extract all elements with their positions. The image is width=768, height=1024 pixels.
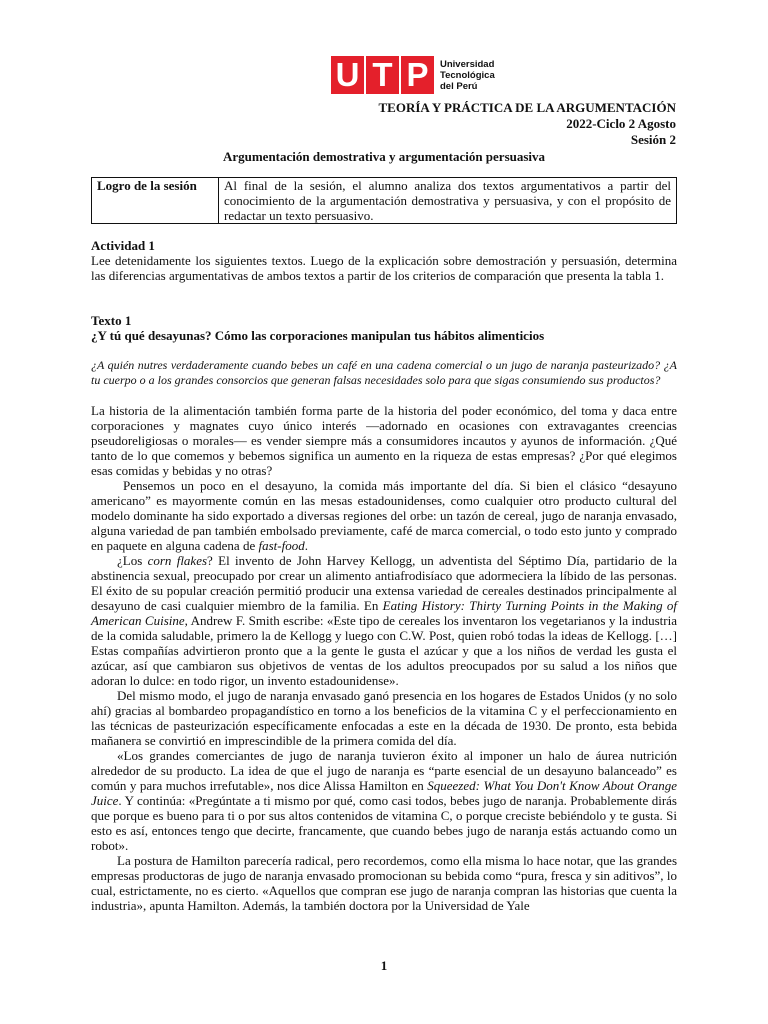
activity-instructions: Lee detenidamente los siguientes textos. Luego de la explicación sobre demostración y persuasión, determina las diferencias argumentativas de ambos textos a partir de los criterios de comparación que presenta la tabla 1.: [91, 253, 677, 283]
paragraph-3-end: , Andrew F. Smith escribe: «Este tipo de cereales los inventaron los vegetarianos y la industria de la comida saludable, primero la de Kellogg y luego con C.W. Post, quien robó todas la ideas de Kellogg. […] Estas compañías advirtieron pronto que a la gente le gusta el azúcar y que a los niños de verdad les gusta el azúcar, así que cambiaron sus objetivos de ventas de los adultos preocupados por su salud a los niños que adoran lo dulce: en todo rigor, un invento estadounidense».: [91, 613, 678, 688]
text1-lead: ¿A quién nutres verdaderamente cuando bebes un café en una cadena comercial o un jugo de naranja pasteurizado? ¿A tu cuerpo o a los grandes consorcios que generan falsas necesidades solo para que sigas consumiendo sus productos?: [91, 358, 677, 387]
logo-line-3: del Perú: [440, 80, 478, 92]
paragraph-2: [91, 478, 677, 553]
paragraph-3-start: ¿Los: [117, 553, 148, 568]
paragraph-5-start: «Los grandes comerciantes de jugo de naranja tuvieron éxito al imponer un halo de áurea nutrición alrededor de su producto. La idea de que el jugo de naranja es “parte esencial de un desayuno balanceado” es común y para muchos irrefutable», nos dice Alissa Hamilton en: [91, 748, 677, 793]
text1-label: Texto 1: [91, 313, 132, 328]
utp-logo: [331, 56, 495, 94]
paragraph-5: [91, 748, 677, 853]
session-goal-label: Logro de la sesión: [92, 178, 219, 224]
session-goal-text: Al final de la sesión, el alumno analiza dos textos argumentativos a partir del conocimiento de la argumentación demostrativa y persuasiva, y con el propósito de redactar un texto persuasivo.: [219, 178, 677, 224]
paragraph-1: La historia de la alimentación también forma parte de la historia del poder económico, del toma y daca entre corporaciones y magnates cuyo único interés —adornado en ocasiones con extravagantes creencias pseudoreligiosas o morales— es vender siempre más a consumidores incautos y ayunos de información. ¿Qué tanto de lo que comemos y bebemos significa un aumento en la riqueza de estas empresas? ¿Por qué elegimos esas comidas y bebidas y no otras?: [91, 403, 677, 478]
session-number: Sesión 2: [630, 132, 676, 147]
paragraph-6: La postura de Hamilton parecería radical, pero recordemos, como ella misma lo hace notar, que las grandes empresas productoras de jugo de naranja envasado promocionan su bebida como “pura, fresca y sin aditivos”, lo cual, estrictamente, no es cierto. «Aquellos que compran ese jugo de naranja compran las historias que cuenta la industria», apunta Hamilton. Además, la también doctora por la Universidad de Yale: [91, 853, 677, 913]
logo-line-2: Tecnológica: [440, 69, 495, 81]
paragraph-3-book-title: Eating History: Thirty Turning Points in the Making of American Cuisine: [91, 598, 678, 628]
paragraph-3-mid: ? El invento de John Harvey Kellogg, un adventista del Séptimo Día, partidario de la abstinencia sexual, preocupado por crear un alimento antiafrodisíaco que adormeciera la líbido de las personas. El éxito de su popular creación permitió producir una extensa variedad de cereales destinados principalmente al desayuno de casi cualquier miembro de la familia. En: [91, 553, 677, 613]
paragraph-5-end: . Y continúa: «Pregúntate a ti mismo por qué, como casi todos, bebes jugo de naranja. Probablemente dirás que porque es bueno para ti o por sus altos contenidos de vitamina C, o porque creciste bebiéndolo y te gusta. Si esto es así, entonces tengo que decirte, francamente, que cuando bebes jugo de naranja estás actuando como un robot».: [91, 793, 677, 853]
text1-heading: [91, 313, 677, 343]
session-goal-table: [91, 177, 677, 224]
logo-letter-u: U: [331, 56, 364, 94]
text1-body: [91, 403, 677, 913]
page-number: 1: [380, 958, 388, 973]
logo-letter-t: T: [366, 56, 399, 94]
paragraph-2-end: .: [304, 538, 308, 553]
session-subtitle: Argumentación demostrativa y argumentación persuasiva: [222, 149, 546, 164]
utp-logo-wordmark: [440, 59, 495, 92]
paragraph-5-book-title: Squeezed: What You Don't Know About Orange Juice: [91, 778, 677, 808]
logo-line-1: Universidad: [440, 58, 495, 70]
text1-title: ¿Y tú qué desayunas? Cómo las corporaciones manipulan tus hábitos alimenticios: [91, 328, 545, 343]
paragraph-3: [91, 553, 677, 688]
utp-logo-mark: [331, 56, 436, 94]
activity-title: Actividad 1: [91, 238, 155, 253]
logo-letter-p: P: [401, 56, 434, 94]
paragraph-4: Del mismo modo, el jugo de naranja envasado ganó presencia en los hogares de Estados Unidos (y no solo ahí) gracias al bombardeo propagandístico en torno a los beneficios de la vitamina C y el perfeccionamiento en las técnicas de pasteurización específicamente enfocadas a este en la década de 1930. De pronto, esta bebida mañanera se convirtió en imprescindible de la primera comida del día.: [91, 688, 677, 748]
course-cycle: 2022-Ciclo 2 Agosto: [566, 116, 676, 131]
paragraph-2-italic: fast-food: [258, 538, 305, 553]
paragraph-3-italic-1: corn flakes: [147, 553, 208, 568]
activity-section: [91, 238, 677, 283]
paragraph-2-text: Pensemos un poco en el desayuno, la comida más importante del día. Si bien el clásico “desayuno americano” es mayormente común en las mesas estadounidenses, como cualquier otro producto cultural del modelo dominante ha sido exportado a diversas regiones del orbe: un tazón de cereal, jugo de naranja envasado, alguna variedad de pan también embolsado previamente, café de marca comercial, o todo esto junto y comprado en paquete en alguna cadena de: [91, 478, 677, 553]
course-title: TEORÍA Y PRÁCTICA DE LA ARGUMENTACIÓN: [378, 100, 676, 115]
